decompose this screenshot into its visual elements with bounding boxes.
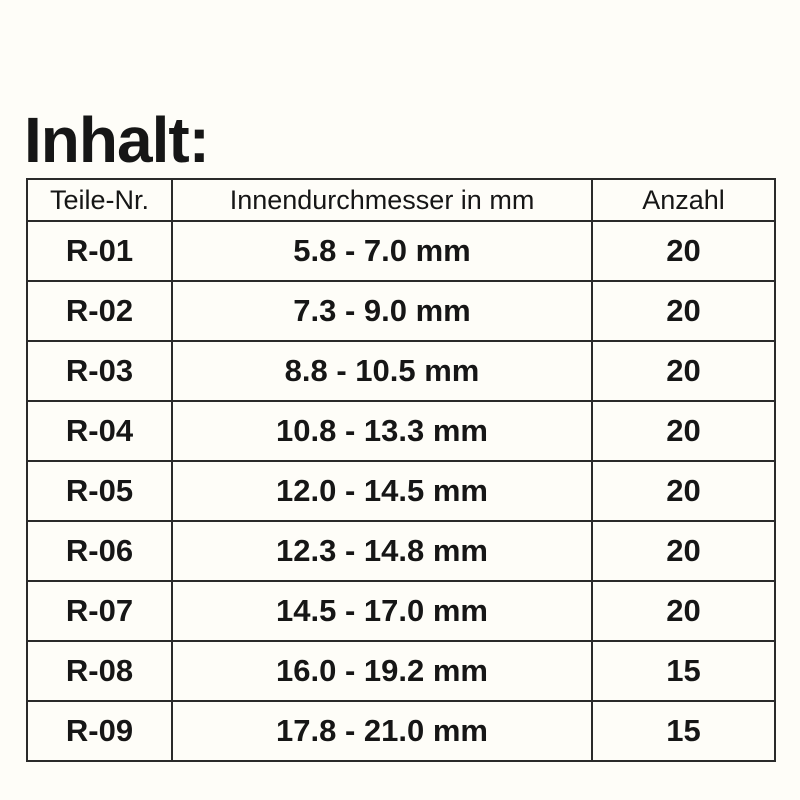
inner-diameter-cell: 8.8 - 10.5 mm bbox=[172, 341, 592, 401]
part-number-cell: R-01 bbox=[27, 221, 172, 281]
quantity-cell: 20 bbox=[592, 521, 775, 581]
inner-diameter-cell: 5.8 - 7.0 mm bbox=[172, 221, 592, 281]
part-number-cell: R-05 bbox=[27, 461, 172, 521]
table-row bbox=[27, 581, 775, 641]
table-row bbox=[27, 281, 775, 341]
part-number-cell: R-07 bbox=[27, 581, 172, 641]
inner-diameter-cell: 16.0 - 19.2 mm bbox=[172, 641, 592, 701]
part-number-cell: R-03 bbox=[27, 341, 172, 401]
column-header-inner-diameter: Innendurchmesser in mm bbox=[172, 179, 592, 221]
quantity-cell: 20 bbox=[592, 401, 775, 461]
table-row bbox=[27, 461, 775, 521]
column-header-quantity: Anzahl bbox=[592, 179, 775, 221]
quantity-cell: 20 bbox=[592, 461, 775, 521]
quantity-cell: 20 bbox=[592, 581, 775, 641]
inner-diameter-cell: 12.0 - 14.5 mm bbox=[172, 461, 592, 521]
table-row bbox=[27, 221, 775, 281]
quantity-cell: 20 bbox=[592, 281, 775, 341]
table-header-row bbox=[27, 179, 775, 221]
part-number-cell: R-06 bbox=[27, 521, 172, 581]
inner-diameter-cell: 10.8 - 13.3 mm bbox=[172, 401, 592, 461]
page-title: Inhalt: bbox=[24, 104, 209, 176]
table-row bbox=[27, 521, 775, 581]
inner-diameter-cell: 14.5 - 17.0 mm bbox=[172, 581, 592, 641]
part-number-cell: R-02 bbox=[27, 281, 172, 341]
quantity-cell: 15 bbox=[592, 641, 775, 701]
part-number-cell: R-04 bbox=[27, 401, 172, 461]
part-number-cell: R-08 bbox=[27, 641, 172, 701]
quantity-cell: 20 bbox=[592, 341, 775, 401]
inner-diameter-cell: 17.8 - 21.0 mm bbox=[172, 701, 592, 761]
column-header-part-number: Teile-Nr. bbox=[27, 179, 172, 221]
table-row bbox=[27, 401, 775, 461]
inner-diameter-cell: 7.3 - 9.0 mm bbox=[172, 281, 592, 341]
quantity-cell: 15 bbox=[592, 701, 775, 761]
table-row bbox=[27, 641, 775, 701]
inner-diameter-cell: 12.3 - 14.8 mm bbox=[172, 521, 592, 581]
table-row bbox=[27, 701, 775, 761]
quantity-cell: 20 bbox=[592, 221, 775, 281]
contents-table bbox=[26, 178, 776, 762]
part-number-cell: R-09 bbox=[27, 701, 172, 761]
table-row bbox=[27, 341, 775, 401]
